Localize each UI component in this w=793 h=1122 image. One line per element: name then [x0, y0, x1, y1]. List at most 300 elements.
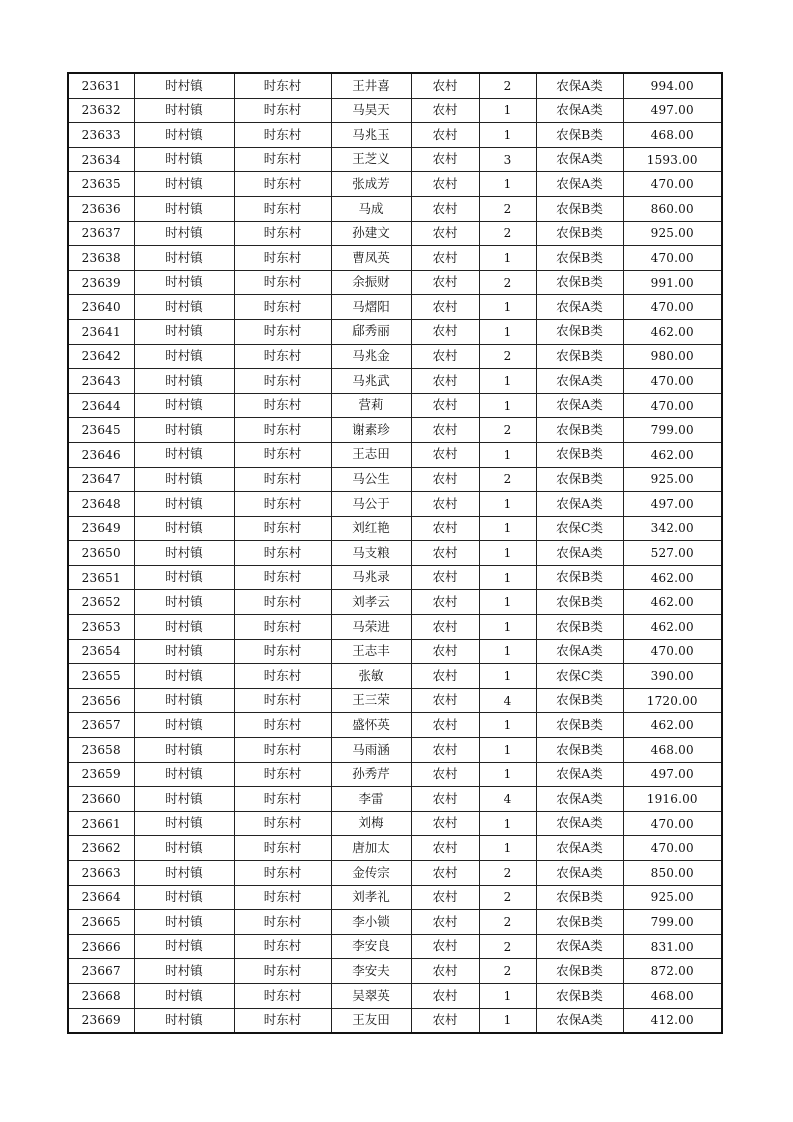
- household-type-cell: 农村: [411, 688, 479, 713]
- town-cell: 时村镇: [134, 910, 234, 935]
- household-type-cell: 农村: [411, 934, 479, 959]
- household-type-cell: 农村: [411, 221, 479, 246]
- amount-cell: 850.00: [623, 861, 722, 886]
- table-row: [68, 565, 722, 590]
- household-type-cell: 农村: [411, 983, 479, 1008]
- household-type-cell: 农村: [411, 885, 479, 910]
- household-type-cell: 农村: [411, 442, 479, 467]
- table-row: [68, 762, 722, 787]
- table-row: [68, 442, 722, 467]
- insurance-category-cell: 农保B类: [536, 565, 623, 590]
- insurance-category-cell: 农保B类: [536, 270, 623, 295]
- serial-number-cell: 23655: [68, 664, 134, 689]
- member-count-cell: 2: [479, 934, 536, 959]
- name-cell: 马昊天: [331, 98, 411, 123]
- name-cell: 李安良: [331, 934, 411, 959]
- insurance-category-cell: 农保B类: [536, 319, 623, 344]
- name-cell: 李安夫: [331, 959, 411, 984]
- amount-cell: 470.00: [623, 393, 722, 418]
- name-cell: 马兆武: [331, 369, 411, 394]
- village-cell: 时东村: [234, 713, 331, 738]
- village-cell: 时东村: [234, 861, 331, 886]
- household-type-cell: 农村: [411, 467, 479, 492]
- village-cell: 时东村: [234, 147, 331, 172]
- village-cell: 时东村: [234, 418, 331, 443]
- town-cell: 时村镇: [134, 959, 234, 984]
- amount-cell: 497.00: [623, 98, 722, 123]
- amount-cell: 799.00: [623, 910, 722, 935]
- town-cell: 时村镇: [134, 861, 234, 886]
- member-count-cell: 1: [479, 811, 536, 836]
- table-row: [68, 664, 722, 689]
- insurance-category-cell: 农保A类: [536, 393, 623, 418]
- household-type-cell: 农村: [411, 738, 479, 763]
- member-count-cell: 2: [479, 861, 536, 886]
- village-cell: 时东村: [234, 221, 331, 246]
- table-row: [68, 861, 722, 886]
- town-cell: 时村镇: [134, 615, 234, 640]
- serial-number-cell: 23649: [68, 516, 134, 541]
- serial-number-cell: 23638: [68, 246, 134, 271]
- insurance-category-cell: 农保B类: [536, 467, 623, 492]
- household-type-cell: 农村: [411, 295, 479, 320]
- town-cell: 时村镇: [134, 147, 234, 172]
- insurance-category-cell: 农保A类: [536, 369, 623, 394]
- member-count-cell: 1: [479, 123, 536, 148]
- town-cell: 时村镇: [134, 172, 234, 197]
- name-cell: 王芝义: [331, 147, 411, 172]
- amount-cell: 1593.00: [623, 147, 722, 172]
- town-cell: 时村镇: [134, 1008, 234, 1033]
- village-cell: 时东村: [234, 319, 331, 344]
- name-cell: 刘梅: [331, 811, 411, 836]
- village-cell: 时东村: [234, 467, 331, 492]
- insurance-category-cell: 农保B类: [536, 344, 623, 369]
- name-cell: 李雷: [331, 787, 411, 812]
- name-cell: 马成: [331, 196, 411, 221]
- insurance-category-cell: 农保B类: [536, 196, 623, 221]
- household-type-cell: 农村: [411, 836, 479, 861]
- serial-number-cell: 23643: [68, 369, 134, 394]
- serial-number-cell: 23656: [68, 688, 134, 713]
- amount-cell: 799.00: [623, 418, 722, 443]
- village-cell: 时东村: [234, 270, 331, 295]
- table-row: [68, 983, 722, 1008]
- serial-number-cell: 23646: [68, 442, 134, 467]
- member-count-cell: 1: [479, 98, 536, 123]
- village-cell: 时东村: [234, 393, 331, 418]
- name-cell: 王友田: [331, 1008, 411, 1033]
- village-cell: 时东村: [234, 959, 331, 984]
- town-cell: 时村镇: [134, 762, 234, 787]
- table-row: [68, 738, 722, 763]
- member-count-cell: 2: [479, 910, 536, 935]
- village-cell: 时东村: [234, 983, 331, 1008]
- amount-cell: 468.00: [623, 123, 722, 148]
- household-type-cell: 农村: [411, 639, 479, 664]
- serial-number-cell: 23634: [68, 147, 134, 172]
- household-type-cell: 农村: [411, 861, 479, 886]
- amount-cell: 468.00: [623, 983, 722, 1008]
- amount-cell: 468.00: [623, 738, 722, 763]
- household-type-cell: 农村: [411, 787, 479, 812]
- member-count-cell: 1: [479, 615, 536, 640]
- table-row: [68, 270, 722, 295]
- amount-cell: 860.00: [623, 196, 722, 221]
- town-cell: 时村镇: [134, 442, 234, 467]
- serial-number-cell: 23657: [68, 713, 134, 738]
- serial-number-cell: 23632: [68, 98, 134, 123]
- town-cell: 时村镇: [134, 836, 234, 861]
- insurance-category-cell: 农保A类: [536, 762, 623, 787]
- village-cell: 时东村: [234, 688, 331, 713]
- village-cell: 时东村: [234, 295, 331, 320]
- name-cell: 营莉: [331, 393, 411, 418]
- roster-table: [67, 72, 723, 1034]
- amount-cell: 527.00: [623, 541, 722, 566]
- village-cell: 时东村: [234, 442, 331, 467]
- member-count-cell: 2: [479, 196, 536, 221]
- town-cell: 时村镇: [134, 344, 234, 369]
- town-cell: 时村镇: [134, 98, 234, 123]
- name-cell: 谢素珍: [331, 418, 411, 443]
- village-cell: 时东村: [234, 639, 331, 664]
- household-type-cell: 农村: [411, 615, 479, 640]
- member-count-cell: 2: [479, 73, 536, 98]
- member-count-cell: 1: [479, 639, 536, 664]
- member-count-cell: 3: [479, 147, 536, 172]
- household-type-cell: 农村: [411, 590, 479, 615]
- insurance-category-cell: 农保C类: [536, 664, 623, 689]
- insurance-category-cell: 农保B类: [536, 983, 623, 1008]
- insurance-category-cell: 农保B类: [536, 442, 623, 467]
- amount-cell: 925.00: [623, 467, 722, 492]
- village-cell: 时东村: [234, 369, 331, 394]
- serial-number-cell: 23658: [68, 738, 134, 763]
- member-count-cell: 1: [479, 369, 536, 394]
- member-count-cell: 1: [479, 319, 536, 344]
- household-type-cell: 农村: [411, 123, 479, 148]
- household-type-cell: 农村: [411, 959, 479, 984]
- household-type-cell: 农村: [411, 369, 479, 394]
- table-row: [68, 836, 722, 861]
- town-cell: 时村镇: [134, 713, 234, 738]
- household-type-cell: 农村: [411, 73, 479, 98]
- serial-number-cell: 23650: [68, 541, 134, 566]
- table-row: [68, 590, 722, 615]
- member-count-cell: 1: [479, 516, 536, 541]
- serial-number-cell: 23640: [68, 295, 134, 320]
- village-cell: 时东村: [234, 492, 331, 517]
- serial-number-cell: 23645: [68, 418, 134, 443]
- table-row: [68, 492, 722, 517]
- household-type-cell: 农村: [411, 516, 479, 541]
- table-row: [68, 934, 722, 959]
- household-type-cell: 农村: [411, 270, 479, 295]
- insurance-category-cell: 农保A类: [536, 787, 623, 812]
- name-cell: 马公生: [331, 467, 411, 492]
- insurance-category-cell: 农保B类: [536, 246, 623, 271]
- household-type-cell: 农村: [411, 246, 479, 271]
- amount-cell: 1720.00: [623, 688, 722, 713]
- insurance-category-cell: 农保B类: [536, 713, 623, 738]
- village-cell: 时东村: [234, 590, 331, 615]
- serial-number-cell: 23668: [68, 983, 134, 1008]
- serial-number-cell: 23633: [68, 123, 134, 148]
- amount-cell: 462.00: [623, 319, 722, 344]
- member-count-cell: 2: [479, 885, 536, 910]
- household-type-cell: 农村: [411, 1008, 479, 1033]
- insurance-category-cell: 农保B类: [536, 418, 623, 443]
- household-type-cell: 农村: [411, 196, 479, 221]
- amount-cell: 925.00: [623, 221, 722, 246]
- village-cell: 时东村: [234, 885, 331, 910]
- amount-cell: 470.00: [623, 639, 722, 664]
- town-cell: 时村镇: [134, 541, 234, 566]
- name-cell: 刘孝云: [331, 590, 411, 615]
- table-row: [68, 147, 722, 172]
- member-count-cell: 1: [479, 246, 536, 271]
- amount-cell: 470.00: [623, 295, 722, 320]
- serial-number-cell: 23661: [68, 811, 134, 836]
- member-count-cell: 4: [479, 688, 536, 713]
- table-row: [68, 418, 722, 443]
- household-type-cell: 农村: [411, 418, 479, 443]
- name-cell: 刘红艳: [331, 516, 411, 541]
- village-cell: 时东村: [234, 664, 331, 689]
- table-row: [68, 688, 722, 713]
- village-cell: 时东村: [234, 98, 331, 123]
- insurance-category-cell: 农保B类: [536, 688, 623, 713]
- member-count-cell: 1: [479, 738, 536, 763]
- name-cell: 金传宗: [331, 861, 411, 886]
- serial-number-cell: 23653: [68, 615, 134, 640]
- table-row: [68, 541, 722, 566]
- town-cell: 时村镇: [134, 418, 234, 443]
- amount-cell: 470.00: [623, 172, 722, 197]
- name-cell: 孙建文: [331, 221, 411, 246]
- household-type-cell: 农村: [411, 492, 479, 517]
- village-cell: 时东村: [234, 762, 331, 787]
- name-cell: 张成芳: [331, 172, 411, 197]
- household-type-cell: 农村: [411, 713, 479, 738]
- town-cell: 时村镇: [134, 590, 234, 615]
- town-cell: 时村镇: [134, 369, 234, 394]
- village-cell: 时东村: [234, 811, 331, 836]
- town-cell: 时村镇: [134, 738, 234, 763]
- table-row: [68, 393, 722, 418]
- village-cell: 时东村: [234, 246, 331, 271]
- household-type-cell: 农村: [411, 98, 479, 123]
- name-cell: 马荣进: [331, 615, 411, 640]
- member-count-cell: 2: [479, 418, 536, 443]
- name-cell: 马兆录: [331, 565, 411, 590]
- insurance-category-cell: 农保B类: [536, 123, 623, 148]
- name-cell: 王志田: [331, 442, 411, 467]
- town-cell: 时村镇: [134, 221, 234, 246]
- serial-number-cell: 23662: [68, 836, 134, 861]
- town-cell: 时村镇: [134, 270, 234, 295]
- village-cell: 时东村: [234, 615, 331, 640]
- insurance-category-cell: 农保A类: [536, 295, 623, 320]
- member-count-cell: 2: [479, 221, 536, 246]
- amount-cell: 462.00: [623, 590, 722, 615]
- serial-number-cell: 23660: [68, 787, 134, 812]
- household-type-cell: 农村: [411, 393, 479, 418]
- serial-number-cell: 23647: [68, 467, 134, 492]
- amount-cell: 470.00: [623, 811, 722, 836]
- serial-number-cell: 23635: [68, 172, 134, 197]
- roster-body: [68, 73, 722, 1033]
- amount-cell: 390.00: [623, 664, 722, 689]
- name-cell: 曹凤英: [331, 246, 411, 271]
- insurance-category-cell: 农保A类: [536, 147, 623, 172]
- amount-cell: 991.00: [623, 270, 722, 295]
- name-cell: 刘孝礼: [331, 885, 411, 910]
- serial-number-cell: 23664: [68, 885, 134, 910]
- serial-number-cell: 23654: [68, 639, 134, 664]
- table-row: [68, 123, 722, 148]
- household-type-cell: 农村: [411, 811, 479, 836]
- member-count-cell: 2: [479, 344, 536, 369]
- village-cell: 时东村: [234, 172, 331, 197]
- serial-number-cell: 23639: [68, 270, 134, 295]
- village-cell: 时东村: [234, 565, 331, 590]
- table-row: [68, 73, 722, 98]
- table-row: [68, 172, 722, 197]
- serial-number-cell: 23659: [68, 762, 134, 787]
- serial-number-cell: 23669: [68, 1008, 134, 1033]
- town-cell: 时村镇: [134, 983, 234, 1008]
- amount-cell: 462.00: [623, 442, 722, 467]
- town-cell: 时村镇: [134, 565, 234, 590]
- town-cell: 时村镇: [134, 319, 234, 344]
- insurance-category-cell: 农保A类: [536, 934, 623, 959]
- village-cell: 时东村: [234, 541, 331, 566]
- name-cell: 王志丰: [331, 639, 411, 664]
- name-cell: 吴翠英: [331, 983, 411, 1008]
- table-row: [68, 98, 722, 123]
- member-count-cell: 1: [479, 983, 536, 1008]
- table-row: [68, 467, 722, 492]
- member-count-cell: 4: [479, 787, 536, 812]
- serial-number-cell: 23644: [68, 393, 134, 418]
- village-cell: 时东村: [234, 516, 331, 541]
- insurance-category-cell: 农保A类: [536, 836, 623, 861]
- member-count-cell: 2: [479, 270, 536, 295]
- table-row: [68, 516, 722, 541]
- town-cell: 时村镇: [134, 393, 234, 418]
- village-cell: 时东村: [234, 1008, 331, 1033]
- name-cell: 马雨涵: [331, 738, 411, 763]
- town-cell: 时村镇: [134, 664, 234, 689]
- household-type-cell: 农村: [411, 565, 479, 590]
- amount-cell: 1916.00: [623, 787, 722, 812]
- amount-cell: 497.00: [623, 492, 722, 517]
- insurance-category-cell: 农保A类: [536, 98, 623, 123]
- member-count-cell: 1: [479, 762, 536, 787]
- town-cell: 时村镇: [134, 196, 234, 221]
- member-count-cell: 1: [479, 836, 536, 861]
- serial-number-cell: 23652: [68, 590, 134, 615]
- town-cell: 时村镇: [134, 492, 234, 517]
- town-cell: 时村镇: [134, 787, 234, 812]
- town-cell: 时村镇: [134, 516, 234, 541]
- amount-cell: 925.00: [623, 885, 722, 910]
- name-cell: 余振财: [331, 270, 411, 295]
- amount-cell: 994.00: [623, 73, 722, 98]
- table-row: [68, 319, 722, 344]
- town-cell: 时村镇: [134, 295, 234, 320]
- insurance-category-cell: 农保C类: [536, 516, 623, 541]
- town-cell: 时村镇: [134, 467, 234, 492]
- name-cell: 孙秀芹: [331, 762, 411, 787]
- name-cell: 张敏: [331, 664, 411, 689]
- serial-number-cell: 23651: [68, 565, 134, 590]
- name-cell: 马熠阳: [331, 295, 411, 320]
- serial-number-cell: 23631: [68, 73, 134, 98]
- name-cell: 马支粮: [331, 541, 411, 566]
- serial-number-cell: 23636: [68, 196, 134, 221]
- amount-cell: 470.00: [623, 369, 722, 394]
- village-cell: 时东村: [234, 836, 331, 861]
- name-cell: 郈秀丽: [331, 319, 411, 344]
- member-count-cell: 1: [479, 442, 536, 467]
- amount-cell: 342.00: [623, 516, 722, 541]
- village-cell: 时东村: [234, 738, 331, 763]
- member-count-cell: 1: [479, 1008, 536, 1033]
- household-type-cell: 农村: [411, 344, 479, 369]
- insurance-category-cell: 农保B类: [536, 590, 623, 615]
- table-row: [68, 885, 722, 910]
- member-count-cell: 1: [479, 295, 536, 320]
- table-row: [68, 221, 722, 246]
- household-type-cell: 农村: [411, 172, 479, 197]
- member-count-cell: 1: [479, 713, 536, 738]
- table-row: [68, 959, 722, 984]
- household-type-cell: 农村: [411, 541, 479, 566]
- insurance-category-cell: 农保B类: [536, 910, 623, 935]
- member-count-cell: 1: [479, 492, 536, 517]
- serial-number-cell: 23641: [68, 319, 134, 344]
- amount-cell: 872.00: [623, 959, 722, 984]
- table-row: [68, 344, 722, 369]
- table-row: [68, 811, 722, 836]
- table-row: [68, 196, 722, 221]
- village-cell: 时东村: [234, 910, 331, 935]
- amount-cell: 470.00: [623, 246, 722, 271]
- village-cell: 时东村: [234, 196, 331, 221]
- town-cell: 时村镇: [134, 246, 234, 271]
- serial-number-cell: 23667: [68, 959, 134, 984]
- insurance-category-cell: 农保A类: [536, 639, 623, 664]
- amount-cell: 462.00: [623, 565, 722, 590]
- table-row: [68, 1008, 722, 1033]
- member-count-cell: 1: [479, 393, 536, 418]
- household-type-cell: 农村: [411, 147, 479, 172]
- table-row: [68, 910, 722, 935]
- member-count-cell: 1: [479, 565, 536, 590]
- name-cell: 王井喜: [331, 73, 411, 98]
- serial-number-cell: 23665: [68, 910, 134, 935]
- member-count-cell: 1: [479, 541, 536, 566]
- insurance-category-cell: 农保A类: [536, 492, 623, 517]
- household-type-cell: 农村: [411, 910, 479, 935]
- serial-number-cell: 23637: [68, 221, 134, 246]
- member-count-cell: 2: [479, 467, 536, 492]
- village-cell: 时东村: [234, 344, 331, 369]
- village-cell: 时东村: [234, 787, 331, 812]
